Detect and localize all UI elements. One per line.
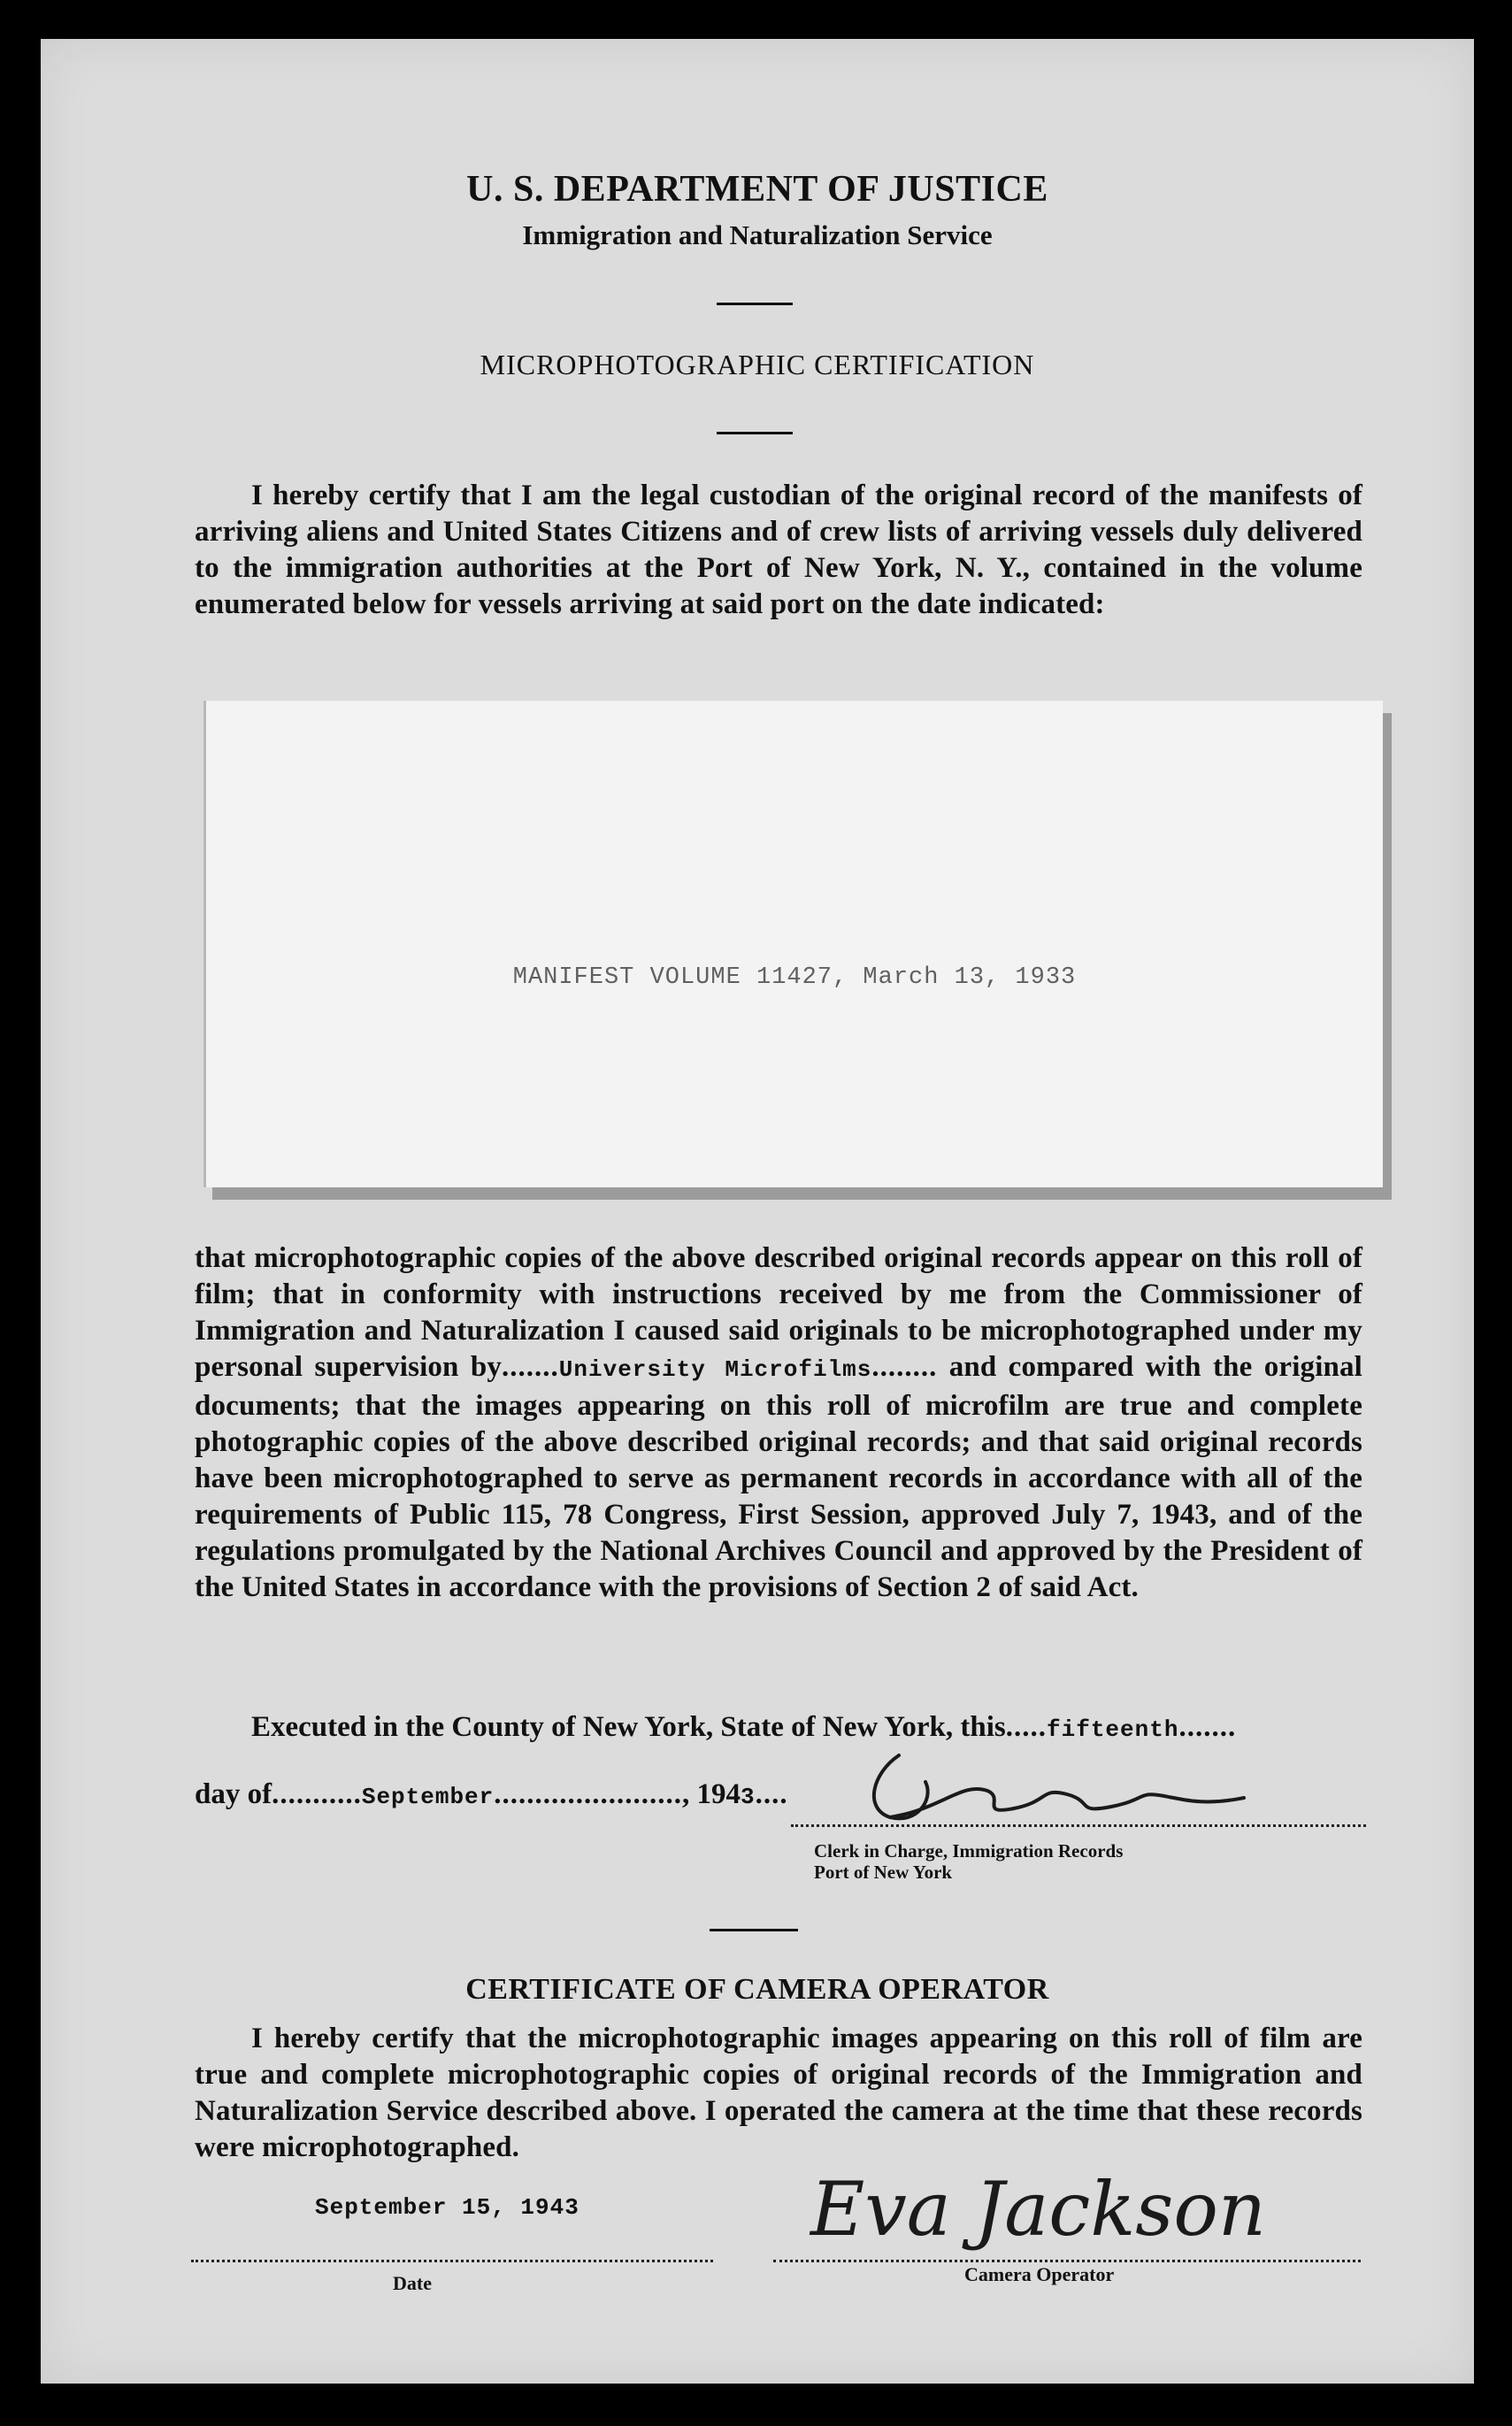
operator-signature-text: Eva Jackson	[810, 2166, 1267, 2253]
custodian-statement: I hereby certify that I am the legal custodian of the original record of the manifests of arriving aliens and United States Citizens and of crew lists of arriving vessels duly delivered to the immigration authorities at the Port of New York, N. Y., contained in the volume enumerated below for vessels arriving at said port on the date indicated:	[195, 480, 1362, 620]
month-value: September	[361, 1784, 495, 1810]
body-text-part1: that microphotographic copies of the above described original records appear on this roll of film; that in conformity with instructions received by me from the Commissioner of Immigration and Naturalization I caused said originals to be microphotographed under my personal supervision by	[195, 1242, 1362, 1383]
department-title: U. S. DEPARTMENT OF JUSTICE	[466, 169, 1048, 210]
day-value: fifteenth	[1047, 1716, 1179, 1743]
clerk-signature	[837, 1720, 1279, 1835]
camera-operator-statement: I hereby certify that the microphotographic images appearing on this roll of film are true and complete microphotographic copies of original records of the Immigration and Naturalization Service described above. I operated the camera at the time that these records were microphotographed.	[195, 2023, 1362, 2163]
certification-title: MICROPHOTOGRAPHIC CERTIFICATION	[480, 349, 1035, 380]
operator-label: Camera Operator	[964, 2263, 1115, 2285]
divider	[717, 432, 793, 434]
record-card	[203, 701, 1383, 1187]
filmer-name: University Microfilms	[558, 1356, 872, 1383]
day-of-prefix: day of	[195, 1778, 272, 1810]
operator-date-value: September 15, 1943	[315, 2194, 579, 2221]
body-text-part2: and compared with the original documents; that the images appearing on this roll of microfilm are true and complete photographic copies of the above described original records; and that said original records have been microphotographed to serve as permanent records in accordance with all of the requirements of Public 115, 78 Congress, First Session, approved July 7, 1943, and of the regulations promulgated by the National Archives Council and approved by the President of the United States in accordance with the provisions of Section 2 of said Act.	[195, 1351, 1362, 1603]
year-prefix: , 194	[682, 1778, 741, 1810]
manifest-volume-label: MANIFEST VOLUME 11427, March 13, 1933	[512, 964, 1077, 991]
certificate-page	[41, 39, 1474, 2384]
clerk-title-line1: Clerk in Charge, Immigration Records	[814, 1840, 1124, 1862]
date-line: day of...........September......................., 1943....	[195, 1778, 788, 1810]
year-value: 3	[741, 1784, 756, 1810]
certification-body: that microphotographic copies of the above described original records appear on this roll of film; that in conformity with instructions received by me from the Commissioner of Immigration and Naturalization I caused said originals to be microphotographed under my personal supervision by.......University Microfilms........ and compared with the original documents; that the images appearing on this roll of microfilm are true and complete photographic copies of the above described original records; and that said original records have been microphotographed to serve as permanent records in accordance with all of the requirements of Public 115, 78 Congress, First Session, approved July 7, 1943, and of the regulations promulgated by the National Archives Council and approved by the President of the United States in accordance with the provisions of Section 2 of said Act.	[195, 1242, 1362, 1603]
execution-prefix: Executed in the County of New York, State of New York, this	[251, 1711, 1006, 1743]
execution-line: Executed in the County of New York, State of New York, this.....fifteenth.......	[251, 1711, 1237, 1743]
clerk-title-line2: Port of New York	[814, 1862, 953, 1883]
service-subtitle: Immigration and Naturalization Service	[522, 219, 993, 250]
divider	[717, 303, 793, 305]
operator-signature	[793, 2155, 1288, 2261]
divider	[710, 1929, 798, 1931]
date-label: Date	[393, 2272, 432, 2294]
clerk-title	[814, 1840, 1123, 1883]
camera-operator-title: CERTIFICATE OF CAMERA OPERATOR	[465, 1973, 1049, 2006]
date-signature-line	[191, 2219, 713, 2262]
clerk-signature-line	[791, 1824, 1366, 1827]
